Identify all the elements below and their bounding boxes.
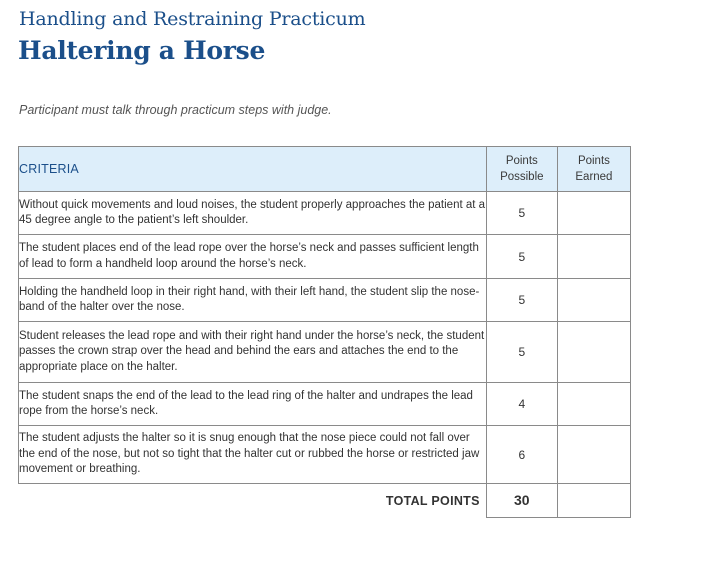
points-earned-cell[interactable] xyxy=(557,279,630,322)
table-row xyxy=(19,192,631,235)
section-subtitle: Handling and Restraining Practicum xyxy=(19,8,366,30)
points-possible-header-line2: Possible xyxy=(500,171,544,183)
criterion-text: The student snaps the end of the lead to the lead ring of the halter and undrapes the lead rope from the horse’s neck. xyxy=(19,383,487,426)
table-row xyxy=(19,322,631,383)
points-possible-header-line1: Points xyxy=(505,155,538,167)
table-row xyxy=(19,279,631,322)
points-possible-cell: 5 xyxy=(486,279,557,322)
points-earned-header xyxy=(557,147,630,192)
total-row xyxy=(19,484,631,518)
total-points-earned-cell[interactable] xyxy=(557,484,630,518)
points-possible-cell: 6 xyxy=(486,426,557,484)
criterion-text: The student adjusts the halter so it is snug enough that the nose piece could not fall over the end of the nose, but not so tight that the halter cut or rubbed the horse or restricted jaw movement or breathing. xyxy=(19,426,487,484)
criterion-text: Student releases the lead rope and with their right hand under the horse’s neck, the student passes the crown strap over the head and behind the ears and attaches the end to the appropriate place on the halter. xyxy=(19,322,487,383)
points-earned-cell[interactable] xyxy=(557,322,630,383)
total-points-possible: 30 xyxy=(486,484,557,518)
points-possible-cell: 4 xyxy=(486,383,557,426)
table-row xyxy=(19,426,631,484)
points-earned-header-line2: Earned xyxy=(575,171,613,183)
table-row xyxy=(19,383,631,426)
instructions-text: Participant must talk through practicum steps with judge. xyxy=(19,103,332,117)
criterion-text: Without quick movements and loud noises, the student properly approaches the patient at a 45 degree angle to the patient’s left shoulder. xyxy=(19,192,487,235)
points-earned-header-line1: Points xyxy=(577,155,610,167)
points-possible-cell: 5 xyxy=(486,235,557,279)
total-points-label: TOTAL POINTS xyxy=(385,493,480,508)
table-header-row xyxy=(19,147,631,192)
points-possible-cell: 5 xyxy=(486,192,557,235)
points-possible-header xyxy=(486,147,557,192)
table-row xyxy=(19,235,631,279)
criterion-text: Holding the handheld loop in their right hand, with their left hand, the student slip the nose-band of the halter over the nose. xyxy=(19,279,487,322)
page-title: Haltering a Horse xyxy=(18,36,266,65)
points-possible-cell: 5 xyxy=(486,322,557,383)
points-earned-cell[interactable] xyxy=(557,426,630,484)
criterion-text: The student places end of the lead rope over the horse’s neck and passes sufficient length of lead to form a handheld loop around the horse’s neck. xyxy=(19,235,487,279)
criteria-header: CRITERIA xyxy=(19,147,487,192)
points-earned-cell[interactable] xyxy=(557,235,630,279)
criteria-table xyxy=(18,146,631,518)
points-earned-cell[interactable] xyxy=(557,192,630,235)
points-earned-cell[interactable] xyxy=(557,383,630,426)
